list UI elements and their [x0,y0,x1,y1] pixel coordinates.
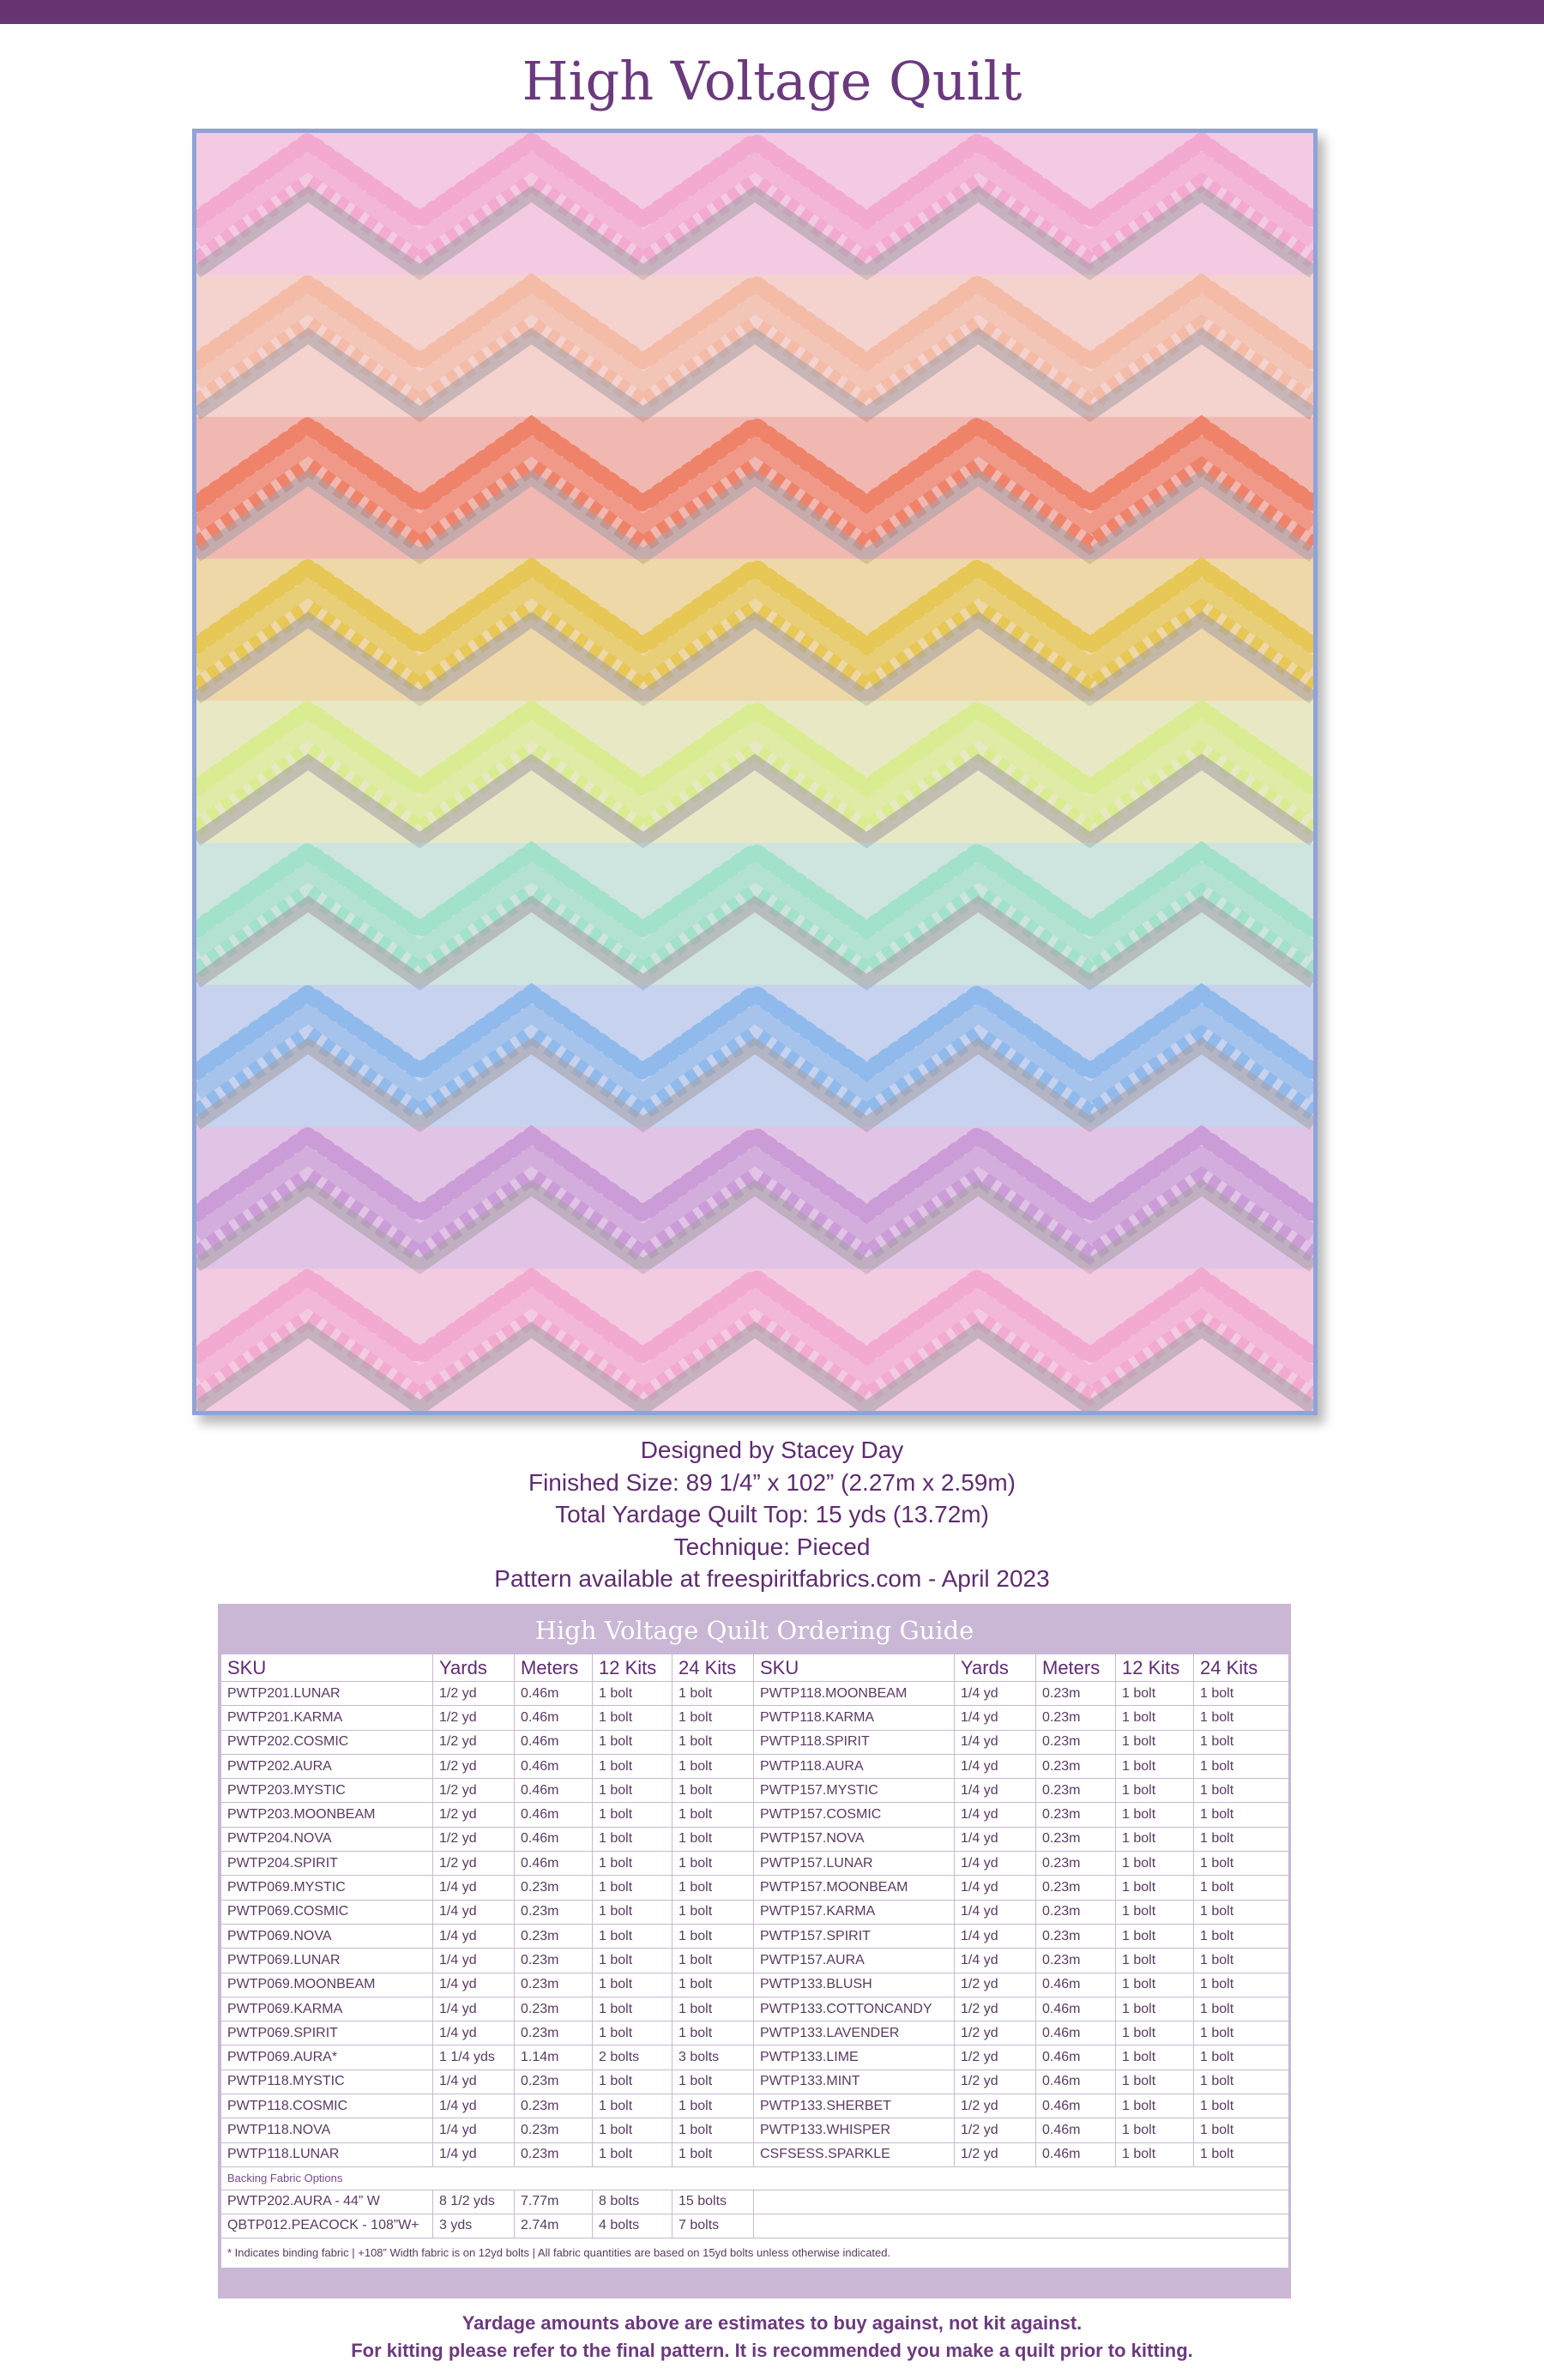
cell-yards: 1/2 yd [955,2094,1036,2118]
footer-line-estimates: Yardage amounts above are estimates to buy against, not kit against. [461,2312,1083,2334]
cell-12-kits: 1 bolt [593,1852,672,1876]
header-yards: Yards [955,1654,1036,1682]
cell-yards: 1/2 yd [433,1754,515,1778]
backing-empty-cell [754,2214,1289,2238]
cell-sku: PWTP133.SHERBET [754,2094,955,2118]
cell-12-kits: 1 bolt [593,1827,672,1851]
cell-24-kits: 1 bolt [1194,2094,1289,2118]
cell-sku: PWTP157.MOONBEAM [754,1876,955,1900]
backing-cell-12-kits: 4 bolts [593,2214,672,2238]
header-meters: Meters [515,1654,593,1682]
cell-12-kits: 1 bolt [593,2142,672,2166]
cell-yards: 1/2 yd [433,1852,515,1876]
cell-12-kits: 1 bolt [593,2070,672,2094]
cell-12-kits: 1 bolt [1116,1852,1194,1876]
cell-yards: 1/4 yd [433,2142,515,2166]
table-row [221,1900,1289,1924]
cell-meters: 0.46m [1036,2046,1116,2070]
cell-24-kits: 1 bolt [1194,2021,1289,2046]
cell-12-kits: 1 bolt [593,1754,672,1778]
cell-meters: 0.23m [515,1876,593,1900]
cell-sku: PWTP203.MOONBEAM [221,1803,433,1827]
cell-24-kits: 1 bolt [672,1706,754,1730]
cell-meters: 0.46m [1036,2094,1116,2118]
cell-meters: 0.46m [515,1779,593,1803]
cell-meters: 0.23m [1036,1827,1116,1851]
cell-yards: 1/4 yd [433,1900,515,1924]
cell-meters: 1.14m [515,2046,593,2070]
cell-12-kits: 1 bolt [1116,2142,1194,2166]
cell-yards: 1/2 yd [433,1682,515,1706]
cell-meters: 0.23m [515,2142,593,2166]
table-row [221,2094,1289,2118]
cell-12-kits: 1 bolt [593,1949,672,1973]
cell-12-kits: 1 bolt [593,1973,672,1997]
cell-24-kits: 1 bolt [672,2094,754,2118]
cell-24-kits: 1 bolt [1194,2046,1289,2070]
table-row [221,1779,1289,1803]
quilt-chevron-artwork [196,133,1313,1411]
cell-24-kits: 1 bolt [1194,1803,1289,1827]
cell-12-kits: 1 bolt [593,1900,672,1924]
cell-24-kits: 1 bolt [672,1949,754,1973]
cell-24-kits: 1 bolt [672,1973,754,1997]
pattern-info [0,1434,1544,1595]
table-footnote: * Indicates binding fabric | +108” Width fabric is on 12yd bolts | All fabric quantities are based on 15yd bolts unless otherwise indicated. [221,2238,1289,2268]
cell-sku: CSFSESS.SPARKLE [754,2142,955,2166]
ordering-guide-title: High Voltage Quilt Ordering Guide [534,1616,974,1645]
footer-line-kitting: For kitting please refer to the final pattern. It is recommended you make a quilt prior to kitting. [351,2340,1193,2361]
backing-cell-yards: 8 1/2 yds [433,2190,515,2214]
table-row [221,2142,1289,2166]
table-row [221,1682,1289,1706]
backing-row [221,2190,1289,2214]
ordering-guide-body [220,1654,1288,2269]
cell-meters: 0.46m [515,1803,593,1827]
cell-sku: PWTP133.BLUSH [754,1973,955,1997]
cell-24-kits: 1 bolt [1194,1827,1289,1851]
cell-yards: 1/4 yd [955,1852,1036,1876]
backing-cell-yards: 3 yds [433,2214,515,2238]
cell-yards: 1/4 yd [433,1949,515,1973]
table-row [221,2046,1289,2070]
header-12-kits: 12 Kits [1116,1654,1194,1682]
cell-24-kits: 1 bolt [1194,2070,1289,2094]
table-row [221,1973,1289,1997]
cell-sku: PWTP203.MYSTIC [221,1779,433,1803]
cell-yards: 1/2 yd [433,1779,515,1803]
backing-cell-sku: QBTP012.PEACOCK - 108”W+ [221,2214,433,2238]
cell-24-kits: 1 bolt [672,2021,754,2046]
cell-yards: 1/4 yd [955,1949,1036,1973]
cell-meters: 0.46m [515,1754,593,1778]
cell-sku: PWTP069.COSMIC [221,1900,433,1924]
cell-yards: 1/4 yd [955,1924,1036,1948]
cell-meters: 0.23m [515,1997,593,2021]
cell-meters: 0.46m [515,1730,593,1754]
cell-12-kits: 1 bolt [593,1803,672,1827]
cell-meters: 0.46m [515,1827,593,1851]
cell-12-kits: 1 bolt [1116,1949,1194,1973]
cell-meters: 0.23m [1036,1803,1116,1827]
cell-meters: 0.23m [515,1973,593,1997]
cell-24-kits: 1 bolt [1194,1706,1289,1730]
cell-yards: 1/4 yd [955,1754,1036,1778]
top-banner [0,0,1544,24]
cell-yards: 1/4 yd [433,2094,515,2118]
header-meters: Meters [1036,1654,1116,1682]
cell-24-kits: 1 bolt [672,1924,754,1948]
cell-meters: 0.46m [515,1852,593,1876]
cell-meters: 0.23m [1036,1682,1116,1706]
cell-meters: 0.46m [1036,2070,1116,2094]
footer-note [0,2310,1544,2365]
cell-12-kits: 1 bolt [1116,2046,1194,2070]
cell-24-kits: 1 bolt [672,1876,754,1900]
header-24-kits: 24 Kits [672,1654,754,1682]
ordering-table [220,1654,1289,2269]
cell-sku: PWTP201.KARMA [221,1706,433,1730]
cell-sku: PWTP118.COSMIC [221,2094,433,2118]
cell-meters: 0.46m [515,1682,593,1706]
cell-12-kits: 1 bolt [593,1997,672,2021]
header-yards: Yards [433,1654,515,1682]
cell-24-kits: 1 bolt [1194,1949,1289,1973]
table-row [221,2118,1289,2142]
cell-24-kits: 1 bolt [672,1827,754,1851]
note-row [221,2238,1289,2268]
cell-yards: 1/2 yd [433,1730,515,1754]
cell-24-kits: 1 bolt [672,1852,754,1876]
cell-yards: 1/4 yd [955,1803,1036,1827]
cell-24-kits: 1 bolt [1194,2142,1289,2166]
cell-yards: 1/2 yd [955,2046,1036,2070]
cell-yards: 1/2 yd [955,1997,1036,2021]
cell-meters: 0.23m [515,2070,593,2094]
cell-24-kits: 1 bolt [672,1779,754,1803]
cell-sku: PWTP201.LUNAR [221,1682,433,1706]
cell-yards: 1/4 yd [433,2021,515,2046]
cell-24-kits: 1 bolt [1194,1682,1289,1706]
cell-yards: 1/2 yd [955,2142,1036,2166]
table-row [221,2021,1289,2046]
cell-meters: 0.23m [515,1949,593,1973]
cell-sku: PWTP118.MYSTIC [221,2070,433,2094]
cell-meters: 0.23m [515,1924,593,1948]
cell-24-kits: 1 bolt [672,1803,754,1827]
cell-sku: PWTP118.NOVA [221,2118,433,2142]
cell-sku: PWTP069.KARMA [221,1997,433,2021]
cell-12-kits: 1 bolt [593,2118,672,2142]
cell-yards: 1/2 yd [433,1706,515,1730]
cell-sku: PWTP069.SPIRIT [221,2021,433,2046]
cell-24-kits: 1 bolt [1194,1730,1289,1754]
cell-24-kits: 1 bolt [672,1682,754,1706]
cell-meters: 0.23m [515,2118,593,2142]
cell-sku: PWTP133.MINT [754,2070,955,2094]
table-row [221,1803,1289,1827]
cell-12-kits: 1 bolt [1116,1997,1194,2021]
header-sku: SKU [754,1654,955,1682]
cell-12-kits: 1 bolt [1116,2070,1194,2094]
cell-yards: 1/4 yd [433,2070,515,2094]
cell-sku: PWTP118.KARMA [754,1706,955,1730]
backing-cell-12-kits: 8 bolts [593,2190,672,2214]
cell-sku: PWTP118.MOONBEAM [754,1682,955,1706]
cell-yards: 1/4 yd [955,1900,1036,1924]
cell-12-kits: 1 bolt [1116,1924,1194,1948]
cell-yards: 1/4 yd [955,1682,1036,1706]
cell-12-kits: 1 bolt [593,2021,672,2046]
cell-meters: 0.23m [1036,1900,1116,1924]
cell-yards: 1/2 yd [433,1827,515,1851]
table-row [221,1852,1289,1876]
cell-12-kits: 1 bolt [593,1682,672,1706]
cell-12-kits: 1 bolt [1116,1803,1194,1827]
cell-meters: 0.46m [515,1706,593,1730]
ordering-guide [218,1604,1291,2299]
cell-sku: PWTP069.AURA* [221,2046,433,2070]
cell-yards: 1/2 yd [955,2021,1036,2046]
cell-sku: PWTP202.AURA [221,1754,433,1778]
cell-sku: PWTP133.WHISPER [754,2118,955,2142]
cell-24-kits: 1 bolt [672,1997,754,2021]
cell-yards: 1/4 yd [955,1730,1036,1754]
cell-sku: PWTP118.SPIRIT [754,1730,955,1754]
cell-meters: 0.23m [1036,1924,1116,1948]
cell-yards: 1/2 yd [955,2118,1036,2142]
cell-yards: 1/2 yd [955,1973,1036,1997]
backing-cell-meters: 7.77m [515,2190,593,2214]
cell-12-kits: 1 bolt [1116,1827,1194,1851]
cell-12-kits: 1 bolt [1116,1779,1194,1803]
cell-sku: PWTP157.KARMA [754,1900,955,1924]
cell-12-kits: 1 bolt [1116,1754,1194,1778]
designer-line: Designed by Stacey Day [640,1437,904,1463]
cell-sku: PWTP202.COSMIC [221,1730,433,1754]
cell-24-kits: 1 bolt [1194,2118,1289,2142]
cell-sku: PWTP133.LAVENDER [754,2021,955,2046]
cell-meters: 0.23m [515,2021,593,2046]
header-24-kits: 24 Kits [1194,1654,1289,1682]
cell-meters: 0.23m [1036,1779,1116,1803]
header-sku: SKU [221,1654,433,1682]
cell-24-kits: 1 bolt [672,2142,754,2166]
cell-yards: 1/4 yd [433,1973,515,1997]
backing-section-row [221,2166,1289,2190]
pattern-availability-line: Pattern available at freespiritfabrics.com - April 2023 [494,1565,1050,1592]
cell-yards: 1/2 yd [955,2070,1036,2094]
cell-24-kits: 1 bolt [672,2070,754,2094]
cell-24-kits: 3 bolts [672,2046,754,2070]
cell-yards: 1/4 yd [955,1876,1036,1900]
cell-yards: 1 1/4 yds [433,2046,515,2070]
cell-24-kits: 1 bolt [1194,1852,1289,1876]
cell-meters: 0.46m [1036,1973,1116,1997]
cell-24-kits: 1 bolt [1194,1779,1289,1803]
cell-sku: PWTP118.AURA [754,1754,955,1778]
backing-section-label: Backing Fabric Options [221,2166,1289,2190]
cell-12-kits: 1 bolt [1116,1682,1194,1706]
backing-cell-sku: PWTP202.AURA - 44” W [221,2190,433,2214]
finished-size-line: Finished Size: 89 1/4” x 102” (2.27m x 2.59m) [528,1468,1016,1496]
cell-sku: PWTP157.COSMIC [754,1803,955,1827]
backing-empty-cell [754,2190,1289,2214]
cell-yards: 1/4 yd [433,1997,515,2021]
cell-24-kits: 1 bolt [1194,1924,1289,1948]
technique-line: Technique: Pieced [673,1533,871,1560]
cell-12-kits: 1 bolt [593,1876,672,1900]
cell-sku: PWTP157.LUNAR [754,1852,955,1876]
cell-meters: 0.46m [1036,2118,1116,2142]
cell-sku: PWTP133.LIME [754,2046,955,2070]
cell-sku: PWTP204.SPIRIT [221,1852,433,1876]
cell-24-kits: 1 bolt [1194,1876,1289,1900]
cell-meters: 0.23m [1036,1754,1116,1778]
cell-sku: PWTP157.AURA [754,1949,955,1973]
table-header-row [221,1654,1289,1682]
cell-12-kits: 1 bolt [1116,2021,1194,2046]
cell-12-kits: 1 bolt [1116,1730,1194,1754]
cell-meters: 0.23m [515,2094,593,2118]
table-row [221,1706,1289,1730]
quilt-image [192,129,1318,1415]
cell-24-kits: 1 bolt [672,1900,754,1924]
cell-12-kits: 1 bolt [1116,2094,1194,2118]
cell-meters: 0.23m [1036,1706,1116,1730]
cell-24-kits: 1 bolt [1194,1973,1289,1997]
total-yardage-line: Total Yardage Quilt Top: 15 yds (13.72m) [555,1501,989,1527]
cell-yards: 1/4 yd [433,1924,515,1948]
cell-12-kits: 1 bolt [593,1779,672,1803]
table-row [221,1827,1289,1851]
cell-yards: 1/2 yd [433,1803,515,1827]
cell-24-kits: 1 bolt [672,1730,754,1754]
cell-sku: PWTP157.NOVA [754,1827,955,1851]
cell-meters: 0.23m [1036,1852,1116,1876]
cell-meters: 0.23m [1036,1876,1116,1900]
table-row [221,1949,1289,1973]
cell-sku: PWTP157.MYSTIC [754,1779,955,1803]
cell-24-kits: 1 bolt [1194,1997,1289,2021]
table-row [221,1997,1289,2021]
cell-12-kits: 1 bolt [1116,1876,1194,1900]
cell-24-kits: 1 bolt [672,1754,754,1778]
cell-24-kits: 1 bolt [1194,1754,1289,1778]
cell-sku: PWTP204.NOVA [221,1827,433,1851]
cell-meters: 0.46m [1036,2142,1116,2166]
header-12-kits: 12 Kits [593,1654,672,1682]
page-title: High Voltage Quilt [522,50,1022,112]
cell-sku: PWTP069.NOVA [221,1924,433,1948]
table-row [221,1876,1289,1900]
cell-12-kits: 1 bolt [593,1706,672,1730]
cell-24-kits: 1 bolt [1194,1900,1289,1924]
cell-sku: PWTP157.SPIRIT [754,1924,955,1948]
backing-cell-24-kits: 7 bolts [672,2214,754,2238]
cell-meters: 0.46m [1036,1997,1116,2021]
cell-12-kits: 1 bolt [593,1924,672,1948]
cell-yards: 1/4 yd [955,1827,1036,1851]
cell-meters: 0.23m [515,1900,593,1924]
cell-24-kits: 1 bolt [672,2118,754,2142]
cell-sku: PWTP118.LUNAR [221,2142,433,2166]
table-row [221,1754,1289,1778]
backing-row [221,2214,1289,2238]
table-row [221,1730,1289,1754]
table-row [221,2070,1289,2094]
cell-meters: 0.23m [1036,1949,1116,1973]
cell-12-kits: 1 bolt [1116,1973,1194,1997]
backing-cell-24-kits: 15 bolts [672,2190,754,2214]
cell-yards: 1/4 yd [433,2118,515,2142]
cell-meters: 0.46m [1036,2021,1116,2046]
cell-12-kits: 1 bolt [1116,1706,1194,1730]
cell-sku: PWTP069.MYSTIC [221,1876,433,1900]
cell-meters: 0.23m [1036,1730,1116,1754]
backing-cell-meters: 2.74m [515,2214,593,2238]
cell-sku: PWTP133.COTTONCANDY [754,1997,955,2021]
cell-12-kits: 1 bolt [593,2094,672,2118]
table-row [221,1924,1289,1948]
cell-12-kits: 1 bolt [1116,2118,1194,2142]
cell-sku: PWTP069.LUNAR [221,1949,433,1973]
cell-12-kits: 1 bolt [1116,1900,1194,1924]
cell-12-kits: 2 bolts [593,2046,672,2070]
cell-12-kits: 1 bolt [593,1730,672,1754]
cell-yards: 1/4 yd [955,1779,1036,1803]
cell-yards: 1/4 yd [433,1876,515,1900]
cell-yards: 1/4 yd [955,1706,1036,1730]
cell-sku: PWTP069.MOONBEAM [221,1973,433,1997]
